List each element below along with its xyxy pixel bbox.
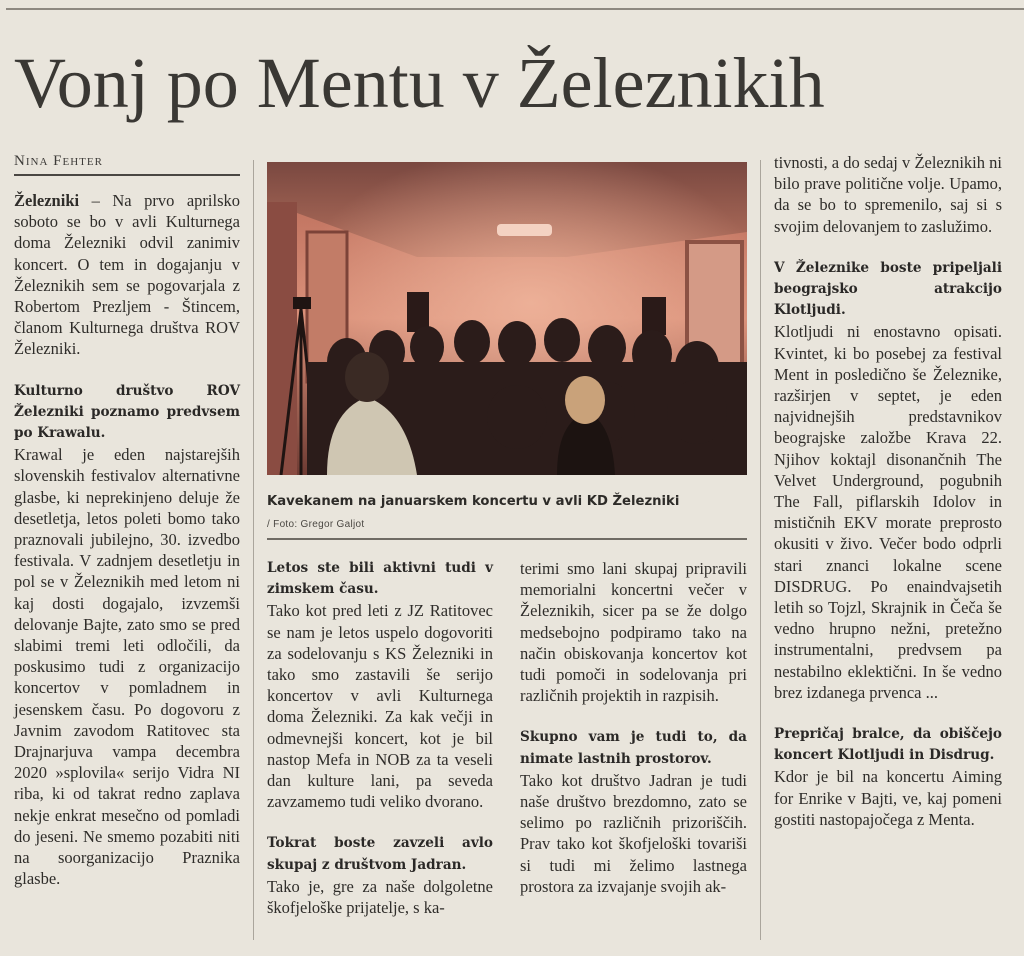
answer-3: Tako je, gre za naše dolgoletne škofjeloške prijatelje, s ka- xyxy=(267,876,493,918)
photo-caption: Kavekanem na januarskem koncertu v avli KD Železniki xyxy=(267,494,680,509)
answer-5: Klotljudi ni enostavno opisati. Kvintet, ki bo posebej za festival Ment in posledično še Železnike, razširjen v septet, je eden najvidnejših predstavnikov beograjske založbe Krava 22. Njihov koktajl disonančnih The Velvet Underground, pogubnih The Fall, piflarskih Idolov in mističnih EKV morate preprosto okusiti v živo. Večer bodo odprli stari znanci lokalne scene DISDRUG. Po enaindvajsetih letih so Tojzl, Skrajnik in Čeča še vedno hrupno nežni, pretežno instrumentalni, predvsem pa nestabilno eklektični. In še vedno brez izdanega prvenca ... xyxy=(774,322,1002,702)
question-5: V Železnike boste pripeljali beograjsko atrakcijo Klotljudi. xyxy=(774,259,1002,319)
column-1 xyxy=(14,190,240,890)
answer-6: Kdor je bil na koncertu Aiming for Enrike v Bajti, ve, kaj pomeni gostiti nastopajočega z Menta. xyxy=(774,767,1002,829)
answer-3-continued: terimi smo lani skupaj pripravili memorialni koncertni večer v Železnikih, sicer pa se že dolgo medsebojno podpiramo tako na način obiskovanja koncertov kot tudi pomoči in sodelovanja pri različnih projektih in razpisih. xyxy=(520,559,747,706)
question-3: Tokrat boste zavzeli avlo skupaj z društvom Jadran. xyxy=(267,835,493,873)
headline: Vonj po Mentu v Železnikih xyxy=(14,43,825,123)
question-2: Letos ste bili aktivni tudi v zimskem času. xyxy=(267,560,493,598)
answer-4-continued: tivnosti, a do sedaj v Železnikih ni bilo prave politične volje. Upamo, da se bo to spremenilo, saj si s svojim delovanjem to zaslužimo. xyxy=(774,153,1002,236)
lead-paragraph xyxy=(14,190,240,360)
answer-2: Tako kot pred leti z JZ Ratitovec se nam je letos uspelo dogovoriti za sodelovanju s KS Železniki in tako smo zastavili še serijo koncertov v avli Kulturnega doma Železniki. Za kak večji in odmevnejši koncert, kot je bil nastop Mefa in NOB za ta veseli dan kulture lani, pa seveda zavzamemo tudi veliko dvorano. xyxy=(267,601,493,812)
caption-rule xyxy=(267,538,747,540)
answer-1: Krawal je eden najstarejših slovenskih festivalov alternativne glasbe, ki neprekinjeno deluje že desetletja, letos poleti bomo tako praznovali jubilejno, 30. izvedbo festivala. V zadnjem desetletju in pol se v Železnikih med letom ni kaj dosti dogajalo, izvzemši delovanje Bajte, zato smo se pred slabimi tremi leti odločili, da poskusimo tudi z organizacijo koncertov v pomladnem in jesenskem času. Po dogovoru z Javnim zavodom Ratitovec sta Drajnarjuva vampa decembra 2020 »splovila« serijo Vidra NI riba, ki od takrat redno zaplava nekje enkrat mesečno od pomladi do jeseni. Ne smemo pozabiti niti na soorganizacijo Praznika glasbe. xyxy=(14,445,240,889)
photo-credit: / Foto: Gregor Galjot xyxy=(267,519,365,530)
column-divider xyxy=(253,160,254,940)
question-1: Kulturno društvo ROV Železniki poznamo predvsem po Krawalu. xyxy=(14,382,240,442)
column-4 xyxy=(774,152,1002,830)
column-2 xyxy=(267,558,493,918)
question-6: Prepričaj bralce, da obiščejo koncert Klotljudi in Disdrug. xyxy=(774,726,1002,764)
answer-4: Tako kot društvo Jadran je tudi naše društvo brezdomno, zato se selimo po različnih prizoriščih. Prav tako kot škofjeloški tovariši si tudi mi želimo lastnega prostora za izvajanje svojih ak- xyxy=(520,770,747,896)
top-rule xyxy=(6,8,1024,10)
question-4: Skupno vam je tudi to, da nimate lastnih prostorov. xyxy=(520,729,747,767)
column-3 xyxy=(520,558,747,897)
byline: Nina Fehter xyxy=(14,153,240,176)
column-divider xyxy=(760,160,761,940)
lead-place: Železniki xyxy=(14,191,80,210)
lead-text: – Na prvo aprilsko soboto se bo v avli Kulturnega doma Železniki odvil zanimiv koncert. O tem in dogajanju v Železnikih sem se pogovarjala z Robertom Prezljem - Štincem, članom Kulturnega društva ROV Železniki. xyxy=(14,191,240,359)
concert-photo xyxy=(267,162,747,475)
